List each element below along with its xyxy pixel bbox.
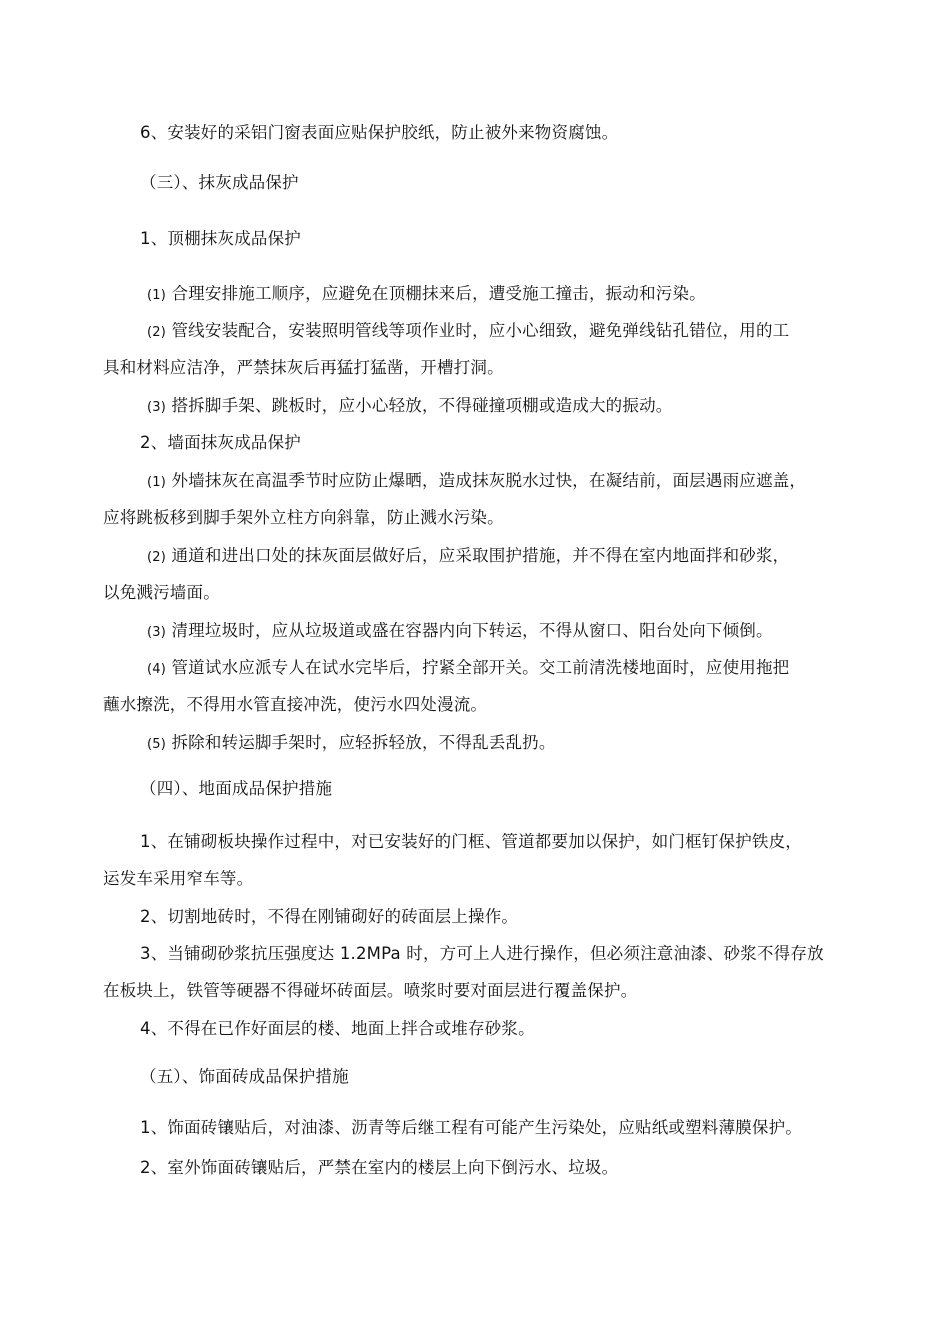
paragraph-line: 以免溅污墙面。 [103,583,220,602]
list-item: (2) 通道和进出口处的抹灰面层做好后，应采取围护措施，并不得在室内地面拌和砂浆， [147,546,790,565]
paragraph-line: 蘸水擦洗，不得用水管直接冲洗，使污水四处漫流。 [103,695,488,714]
paragraph-line: 在板块上，铁管等硬器不得碰坏砖面层。喷浆时要对面层进行覆盖保护。 [103,981,638,1000]
paragraph-line: 运发车采用窄车等。 [103,869,254,888]
paragraph-line: 2、室外饰面砖镶贴后，严禁在室内的楼层上向下倒污水、垃圾。 [140,1158,619,1177]
paragraph-line: 4、不得在已作好面层的楼、地面上拌合或堆存砂浆。 [140,1019,535,1038]
paragraph-line: 具和材料应洁净，严禁抹灰后再猛打猛凿，开槽打洞。 [103,358,504,377]
section-heading: （三）、抹灰成品保护 [140,173,299,192]
paragraph-line: 6、安装好的采铝门窗表面应贴保护胶纸，防止被外来物资腐蚀。 [140,123,619,142]
paragraph-line: 3、当铺砌砂浆抗压强度达 1.2MPa 时，方可上人进行操作，但必须注意油漆、砂浆不得存放 [140,944,824,963]
paragraph-line: 2、切割地砖时，不得在刚铺砌好的砖面层上操作。 [140,907,519,926]
section-heading: （五）、饰面砖成品保护措施 [140,1067,349,1086]
paragraph-line: 应将跳板移到脚手架外立柱方向斜靠，防止溅水污染。 [103,508,504,527]
list-item: (1) 外墙抹灰在高温季节时应防止爆晒，造成抹灰脱水过快，在凝结前，面层遇雨应遮盖， [147,471,807,490]
subsection-heading: 1、顶棚抹灰成品保护 [140,229,301,248]
list-item: (3) 清理垃圾时，应从垃圾道或盛在容器内向下转运，不得从窗口、阳台处向下倾倒。 [147,621,773,640]
list-item: (3) 搭拆脚手架、跳板时，应小心轻放，不得碰撞项棚或造成大的振动。 [147,396,673,415]
paragraph-line: 1、饰面砖镶贴后，对油漆、沥青等后继工程有可能产生污染处，应贴纸或塑料薄膜保护。 [140,1118,802,1137]
list-item: (5) 拆除和转运脚手架时，应轻拆轻放，不得乱丢乱扔。 [147,733,556,752]
list-item: (4) 管道试水应派专人在试水完毕后，拧紧全部开关。交工前清洗楼地面时，应使用拖把 [147,658,790,677]
paragraph-line: 1、在铺砌板块操作过程中，对已安装好的门框、管道都要加以保护，如门框钉保护铁皮， [140,832,802,851]
section-heading: （四）、地面成品保护措施 [140,779,333,798]
list-item: (2) 管线安装配合，安装照明管线等项作业时，应小心细致，避免弹线钻孔错位，用的工 [147,321,790,340]
subsection-heading: 2、墙面抹灰成品保护 [140,433,301,452]
list-item: (1) 合理安排施工顺序，应避免在顶棚抹来后，遭受施工撞击，振动和污染。 [147,284,706,303]
